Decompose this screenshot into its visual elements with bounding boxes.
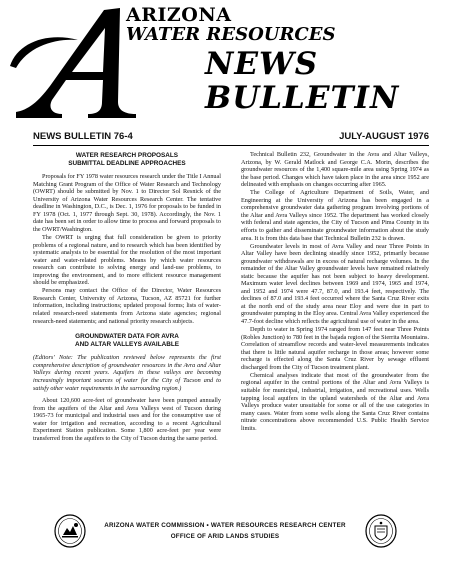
- left-column: [33, 152, 221, 443]
- masthead-water-resources: WATER RESOURCES: [126, 24, 336, 45]
- groundwater-heading-line1: GROUNDWATER DATA FOR AVRA: [75, 333, 179, 341]
- footer-agencies: ARIZONA WATER COMMISSION • WATER RESOURCES RESEARCH CENTER: [104, 522, 346, 529]
- proposals-heading: [33, 152, 221, 167]
- masthead-arizona: ARIZONA: [126, 4, 232, 26]
- groundwater-heading: [33, 333, 221, 348]
- footer-office: OFFICE OF ARID LANDS STUDIES: [170, 533, 280, 540]
- groundwater-paragraph-1: About 120,600 acre-feet of groundwater have been pumped annually from the aquifers of the Altar and Avra Valleys west of Tucson during 1965-73 for municipal and industrial uses and for the consumptive use of water for irrigation and recreation, according to a recent Agricultural Experiment Station publication. Some 1,800 acre-feet per year were transferred from the aquifers to the City of Tucson during the same period.: [33, 397, 221, 442]
- arizona-water-commission-seal-icon: [54, 514, 86, 548]
- masthead-news: NEWS: [205, 46, 319, 82]
- proposals-heading-line1: WATER RESEARCH PROPOSALS: [75, 152, 179, 159]
- bulletin-paragraph-5: Chemical analyses indicate that most of the groundwater from the regional aquifer in the central portions of the Altar and Avra Valleys is suitable for municipal, industrial, irrigation, and recreational uses. Wells tapping local aquifers in the upland watersheds of the Altar and Avra Valleys produce water unsuitable for some or all of the use categories in many cases. Water from some wells along the Santa Cruz River contains nitrate concentrations above recommended U.S. Public Health Service limits.: [241, 371, 429, 432]
- proposals-paragraph-3: Persons may contact the Office of the Director, Water Resources Research Center, University of Arizona, Tucson, AZ 85721 for further information, including instructions; updated proposal forms; lists of water-related research-need statements from Arizona state agencies; regional research-need statements; and national priority research subjects.: [33, 287, 221, 325]
- masthead: [0, 0, 450, 122]
- bulletin-paragraph-2: The College of Agriculture Department of Soils, Water, and Engineering at the University of Arizona has been engaged in a comprehensive groundwater data gathering program involving portions of the Altar and Avra Valleys since 1952. The department has worked closely with federal and state agencies, the City of Tucson and Pima County in its efforts to gather and disseminate groundwater information about the study area. It is from this data base that Technical Bulletin 232 is drawn.: [241, 189, 429, 242]
- proposals-heading-line2: SUBMITTAL DEADLINE APPROACHES: [68, 159, 186, 167]
- proposals-paragraph-2: The OWRT is urging that full consideration be given to priority problems of a regional nature, and to research which has been identified by systematic analysis to be essential for the resolution of the most important water and water-related problems. Means by which water resources research can contribute to solving energy and land-use problems, to improving the environment, and to more efficient resource management should be emphasized.: [33, 234, 221, 287]
- issue-number: NEWS BULLETIN 76-4: [33, 131, 133, 142]
- issue-date: JULY-AUGUST 1976: [339, 131, 429, 142]
- editors-note: (Editors' Note: The publication reviewed below represents the first comprehensive description of groundwater resources in the Avra and Altar Valleys during recent years. Aquifers in these valleys are becoming increasingly important sources of water for the City of Tucson and to satisfy other water requirements in the surrounding region.): [33, 354, 221, 392]
- footer: [0, 508, 450, 572]
- bulletin-paragraph-3: Groundwater levels in most of Avra Valley and near Three Points in Altar Valley have been declining steadily since 1952, primarily because groundwater withdrawals are in excess of natural recharge volumes. In the remainder of the Altar Valley groundwater levels have remained relatively static because the aquifer has not been subject to heavy development. Maximum water level declines between 1969 and 1974, 1965 and 1974, and 1952 and 1974 were 47.7, 87.0, and 193.4 feet, respectively. The declines of 87.0 and 193.4 feet occurred where the Santa Cruz River exits at the north end of the study area near Eloy and were due in part to groundwater pumping in the Eloy area. Central Avra Valley experienced the 47.7-foot decline which reflects the agricultural use of water in the area.: [241, 242, 429, 326]
- masthead-bulletin: BULLETIN: [205, 80, 400, 116]
- right-column: [241, 151, 429, 433]
- bulletin-paragraph-1: Technical Bulletin 232, Groundwater in the Avra and Altar Valleys, Arizona, by W. Gerald Matlock and George C.A. Morin, describes the groundwater resources of the 1,400 square-mile area using Spring 1974 as the base period. Changes which have taken place in the area since 1952 are delineated with emphasis on changes occurring after 1965.: [241, 151, 429, 189]
- bulletin-paragraph-4: Depth to water in Spring 1974 ranged from 147 feet near Three Points (Robles Junction) to 780 feet in the bajada region of the Sierrita Mountains. Correlation of streamflow records and water-level measurements indicates that there is little natural aquifer recharge in those areas; however some recharge is effected along the Santa Cruz River by sewage effluent discharged from the City of Tucson treatment plant.: [241, 326, 429, 371]
- proposals-paragraph-1: Proposals for FY 1978 water resources research under the Title I Annual Matching Grant Program of the Office of Water Research and Technology (OWRT) should be submitted by Nov. 1 to Director Sol Resnick of the University of Arizona Water Resources Research Center. The tentative deadline in Washington, D.C., is Dec. 1, 1976 for proposals to be funded in FY 1978 (Oct. 1, 1977 through Sept. 30, 1978). Accordingly, the Nov. 1 date has been set in order to allow time to process and forward proposals to the OWRT/Washington.: [33, 173, 221, 234]
- university-seal-icon: [365, 514, 397, 548]
- issue-bar: [33, 130, 429, 146]
- groundwater-heading-line2: AND ALTAR VALLEYS AVAILABLE: [74, 340, 179, 348]
